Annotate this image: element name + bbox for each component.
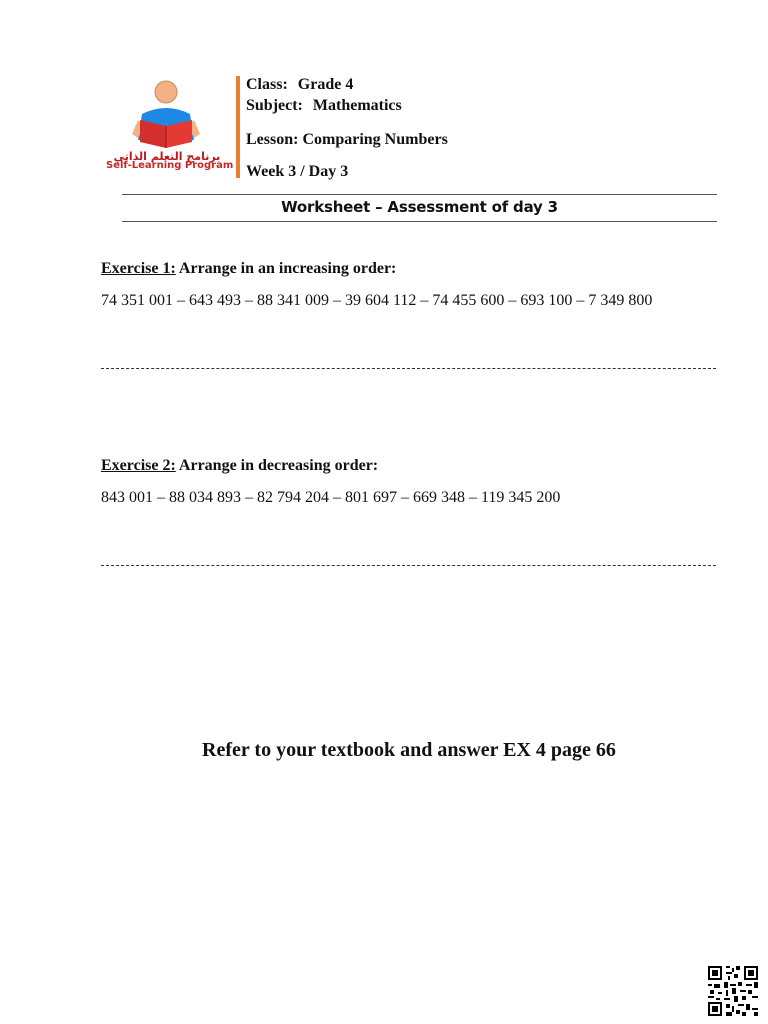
title-top-rule (122, 194, 717, 195)
class-line (246, 76, 353, 94)
textbook-reference: Refer to your textbook and answer EX 4 page 66 (202, 739, 616, 761)
week-line: Week 3 / Day 3 (246, 163, 349, 180)
title-bottom-rule (122, 221, 717, 222)
logo-arabic-caption: برنامج التعلم الذاتي (113, 150, 221, 163)
exercise-2-label: Exercise 2: (101, 457, 176, 474)
exercise-1-numbers: 74 351 001 – 643 493 – 88 341 009 – 39 604 112 – 74 455 600 – 693 100 – 7 349 800 (101, 292, 653, 309)
subject-line (246, 97, 402, 115)
exercise-2-instruction: Arrange in decreasing order: (175, 457, 379, 474)
exercise-2-numbers: 843 001 – 88 034 893 – 82 794 204 – 801 697 – 669 348 – 119 345 200 (101, 489, 561, 506)
class-label: Class: (246, 76, 288, 93)
exercise-2-answer-line[interactable] (101, 565, 716, 566)
logo-english-caption: Self-Learning Program (106, 160, 234, 171)
exercise-1-label: Exercise 1: (101, 260, 176, 277)
worksheet-title: Worksheet – Assessment of day 3 (281, 198, 558, 216)
subject-value: Mathematics (312, 97, 402, 114)
exercise-1-answer-line[interactable] (101, 368, 716, 369)
subject-label: Subject: (246, 97, 303, 114)
exercise-1-instruction: Arrange in an increasing order: (175, 260, 397, 277)
lesson-line: Lesson: Comparing Numbers (246, 131, 448, 148)
exercise-1-heading (101, 260, 396, 278)
class-value: Grade 4 (297, 76, 354, 93)
header-accent-bar (236, 76, 240, 178)
qr-code-icon[interactable] (708, 966, 758, 1016)
exercise-2-heading (101, 457, 378, 475)
